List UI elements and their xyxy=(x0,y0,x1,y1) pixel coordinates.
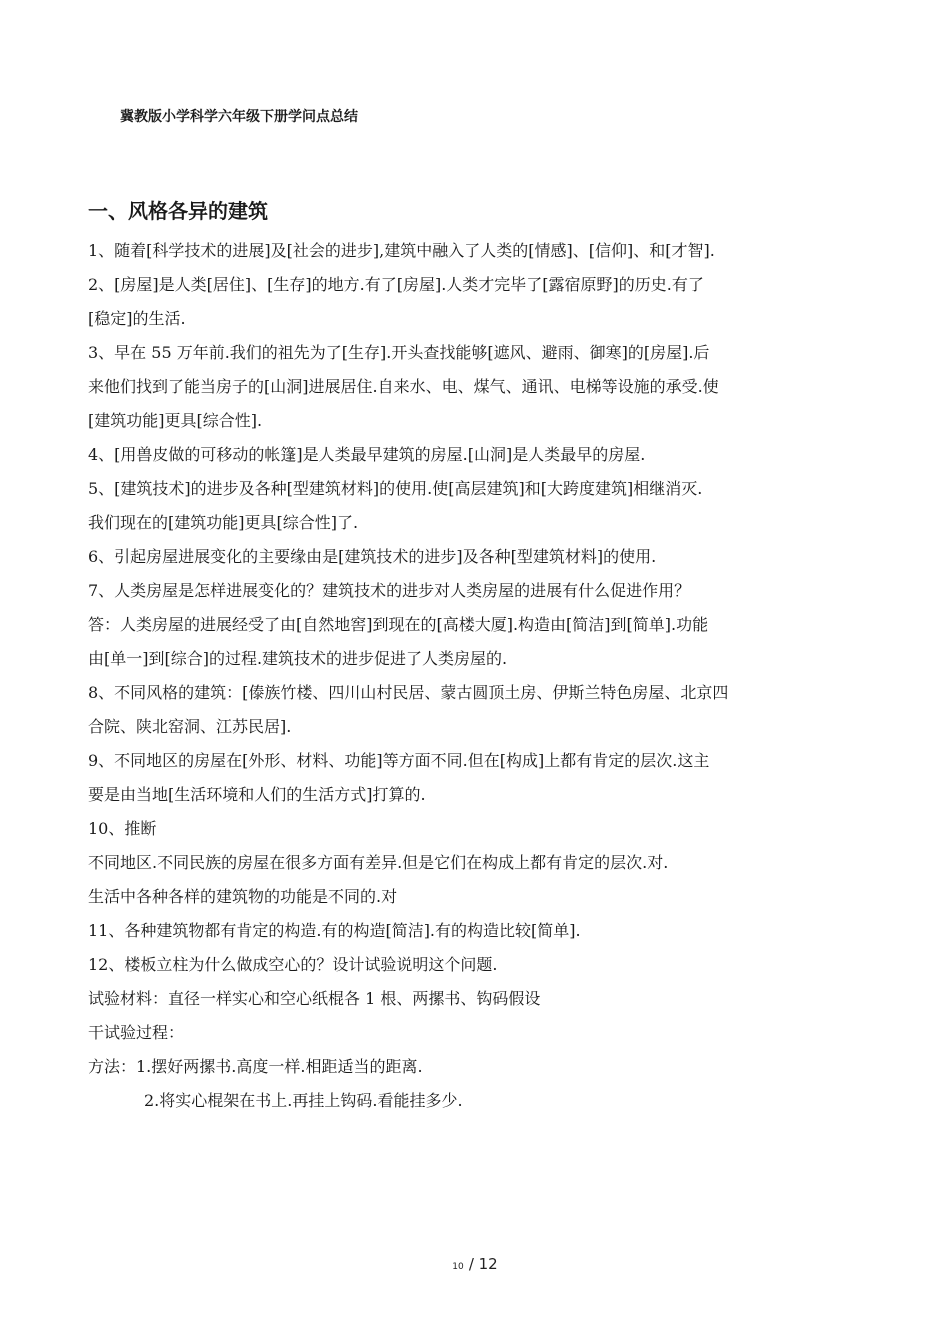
text-line: 方法：1.摆好两摞书.高度一样.相距适当的距离. xyxy=(88,1057,423,1076)
text-line: [稳定]的生活. xyxy=(88,309,186,328)
total-pages: / 12 xyxy=(468,1255,498,1273)
page-number xyxy=(0,1254,950,1273)
text-line: 10、推断 xyxy=(88,819,157,838)
text-line: 不同地区.不同民族的房屋在很多方面有差异.但是它们在构成上都有肯定的层次.对. xyxy=(88,853,669,872)
current-page: 10 xyxy=(452,1262,464,1272)
text-line: 5、[建筑技术]的进步及各种[型建筑材料]的使用.使[高层建筑]和[大跨度建筑]相继消灭. xyxy=(88,479,703,498)
text-line: 我们现在的[建筑功能]更具[综合性]了. xyxy=(88,513,359,532)
text-line: 来他们找到了能当房子的[山洞]进展居住.自来水、电、煤气、通讯、电梯等设施的承受.使 xyxy=(88,377,719,396)
text-line: 2.将实心棍架在书上.再挂上钩码.看能挂多少. xyxy=(144,1091,463,1110)
text-line: 4、[用兽皮做的可移动的帐篷]是人类最早建筑的房屋.[山洞]是人类最早的房屋. xyxy=(88,445,646,464)
text-line: 生活中各种各样的建筑物的功能是不同的.对 xyxy=(88,887,398,906)
text-line: 答：人类房屋的进展经受了由[自然地窖]到现在的[高楼大厦].构造由[简洁]到[简单].功能 xyxy=(88,615,709,634)
text-line: 要是由当地[生活环境和人们的生活方式]打算的. xyxy=(88,785,426,804)
text-line: 7、人类房屋是怎样进展变化的？建筑技术的进步对人类房屋的进展有什么促进作用？ xyxy=(88,581,691,600)
text-line: 9、不同地区的房屋在[外形、材料、功能]等方面不同.但在[构成]上都有肯定的层次.这主 xyxy=(88,751,710,770)
text-line: 3、早在 55 万年前.我们的祖先为了[生存].开头查找能够[遮风、避雨、御寒]的[房屋].后 xyxy=(88,343,710,362)
section-heading: 一、风格各异的建筑 xyxy=(88,199,268,223)
body-text xyxy=(88,234,863,1118)
text-line: 2、[房屋]是人类[居住]、[生存]的地方.有了[房屋].人类才完毕了[露宿原野]的历史.有了 xyxy=(88,275,704,294)
text-line: 12、楼板立柱为什么做成空心的？设计试验说明这个问题. xyxy=(88,955,498,974)
text-line: 试验材料：直径一样实心和空心纸棍各 1 根、两摞书、钩码假设 xyxy=(88,989,541,1008)
text-line: 8、不同风格的建筑：[傣族竹楼、四川山村民居、蒙古圆顶土房、伊斯兰特色房屋、北京四 xyxy=(88,683,729,702)
document-title: 冀教版小学科学六年级下册学问点总结 xyxy=(120,109,358,125)
text-line: [建筑功能]更具[综合性]. xyxy=(88,411,263,430)
text-line: 11、各种建筑物都有肯定的构造.有的构造[简洁].有的构造比较[简单]. xyxy=(88,921,581,940)
text-line: 1、随着[科学技术的进展]及[社会的进步],建筑中融入了人类的[情感]、[信仰]、和[才智]. xyxy=(88,241,715,260)
text-line: 合院、陕北窑洞、江苏民居]. xyxy=(88,717,292,736)
text-line: 干试验过程： xyxy=(88,1023,185,1042)
text-line: 6、引起房屋进展变化的主要缘由是[建筑技术的进步]及各种[型建筑材料]的使用. xyxy=(88,547,657,566)
text-line: 由[单一]到[综合]的过程.建筑技术的进步促进了人类房屋的. xyxy=(88,649,508,668)
